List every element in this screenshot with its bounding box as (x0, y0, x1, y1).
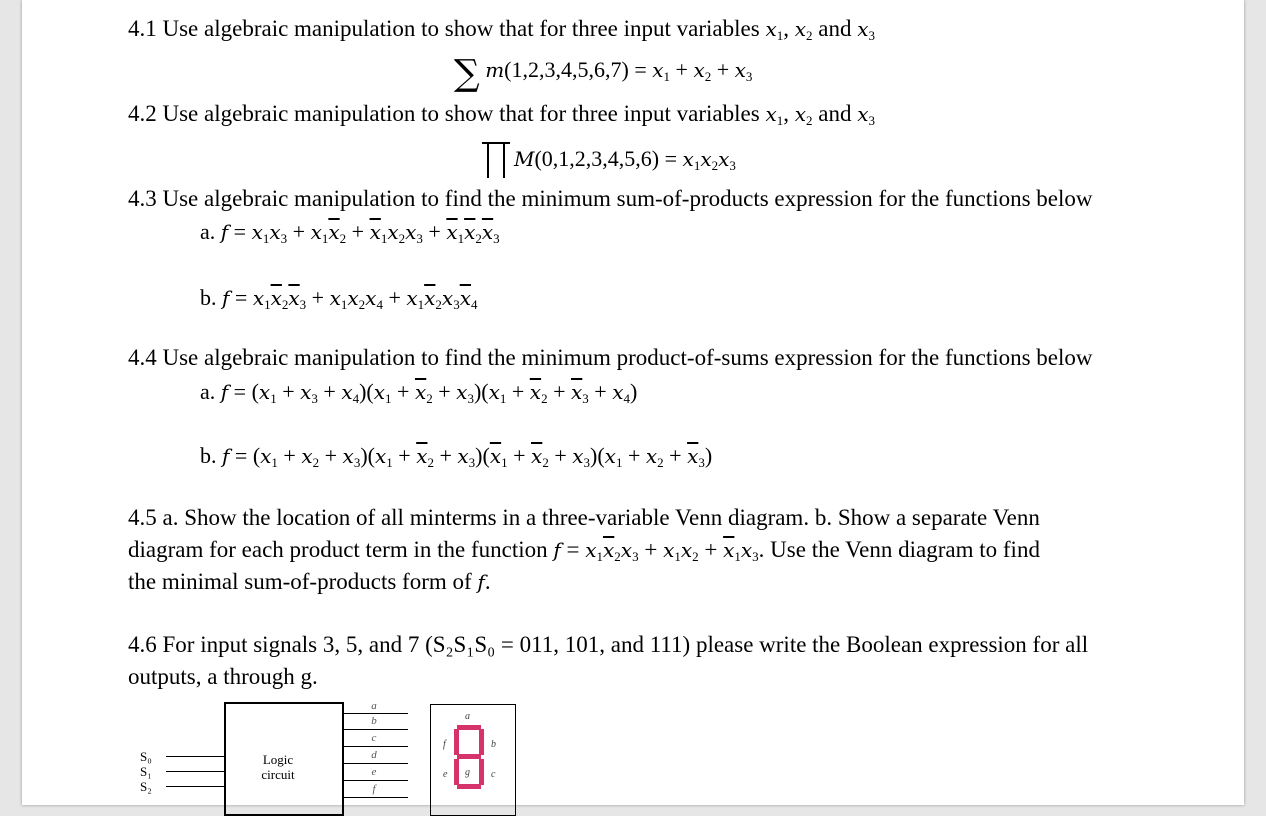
output-line (342, 746, 408, 747)
q45-line1: 4.5 a. Show the location of all minterms in a three-variable Venn diagram. b. Show a separate Venn (128, 505, 1040, 530)
q44-part-a: a. $f = (x_1 + x_3 + x_4)(x_1 + \overline{x}_2 + x_3)(x_1 + \overline{x}_2 + \overline{x}_3 + x_4)$ (200, 379, 638, 406)
q44-part-b: b. $f = (x_1 + x_2 + x_3)(x_1 + \overline{x}_2 + x_3)(\overline{x}_1 + \overline{x}_2 + x_3)(x_1 + x_2 + \overline{x}_3)$ (200, 443, 713, 470)
output-label-a: a (371, 700, 377, 712)
seven-segment-display (430, 704, 516, 816)
q46-line2: outputs, a through g. (128, 664, 318, 689)
output-line (342, 713, 408, 714)
output-line (342, 763, 408, 764)
q41-equation: ∑ $m(1,2,3,4,5,6,7) = x_1 + x_2 + x_3$ (454, 53, 753, 94)
q45-line2: diagram for each product term in the function $f = x_1\overline{x}_2x_3 + x_1x_2 + \overline{x}_1x_3$. Use the Venn diagram to find (128, 537, 1040, 564)
output-label-d: d (371, 749, 377, 761)
output-line (342, 797, 408, 798)
input-s2: S₂ (140, 779, 152, 794)
product-icon (482, 142, 510, 178)
summation-icon: ∑ (454, 53, 480, 94)
output-line (342, 780, 408, 781)
document-page (22, 0, 1244, 805)
input-wire (166, 756, 224, 757)
q43-part-a: a. $f = x_1x_3 + x_1\overline{x}_2 + \overline{x}_1x_2x_3 + \overline{x}_1\overline{x}_2\overline{x}_3$ (200, 219, 500, 246)
output-line (342, 729, 408, 730)
segment-c (479, 759, 484, 785)
q42-intro: 4.2 Use algebraic manipulation to show that for three input variables $x_1$, $x_2$ and $x_3$ (128, 101, 875, 128)
segment-g (457, 754, 481, 759)
output-label-e: e (371, 766, 377, 778)
segment-label-b: b (491, 739, 496, 750)
q44-intro: 4.4 Use algebraic manipulation to find the minimum product-of-sums expression for the functions below (128, 345, 1093, 370)
segment-label-f: f (443, 739, 446, 750)
input-wire (166, 771, 224, 772)
input-s0: S₀ (140, 749, 152, 764)
logic-circuit-label: Logic circuit (261, 752, 295, 782)
segment-a (457, 725, 481, 730)
output-label-c: c (371, 732, 377, 744)
q43-intro: 4.3 Use algebraic manipulation to find the minimum sum-of-products expression for the functions below (128, 186, 1093, 211)
segment-b (479, 729, 484, 755)
q41-intro: 4.1 Use algebraic manipulation to show that for three input variables $x_1$, $x_2$ and $x_3$ (128, 16, 875, 43)
segment-label-g: g (465, 767, 470, 778)
segment-label-a: a (465, 711, 470, 722)
input-wire (166, 786, 224, 787)
q46-line1: 4.6 For input signals 3, 5, and 7 (S₂S₁S₀ = 011, 101, and 111) please write the Boolean expression for all (128, 632, 1089, 657)
input-s1: S₁ (140, 764, 152, 779)
segment-e (454, 759, 459, 785)
output-label-f: f (372, 783, 376, 795)
output-label-b: b (371, 715, 377, 727)
q42-equation: $M(0,1,2,3,4,5,6) = x_1x_2x_3$ (482, 142, 736, 180)
segment-f (454, 729, 459, 755)
q45-line3: the minimal sum-of-products form of f. (128, 569, 491, 594)
segment-label-e: e (443, 769, 448, 780)
segment-d (457, 784, 481, 789)
q43-part-b: b. $f = x_1\overline{x}_2\overline{x}_3 + x_1x_2x_4 + x_1\overline{x}_2x_3\overline{x}_4$ (200, 285, 478, 312)
segment-label-c: c (491, 769, 496, 780)
